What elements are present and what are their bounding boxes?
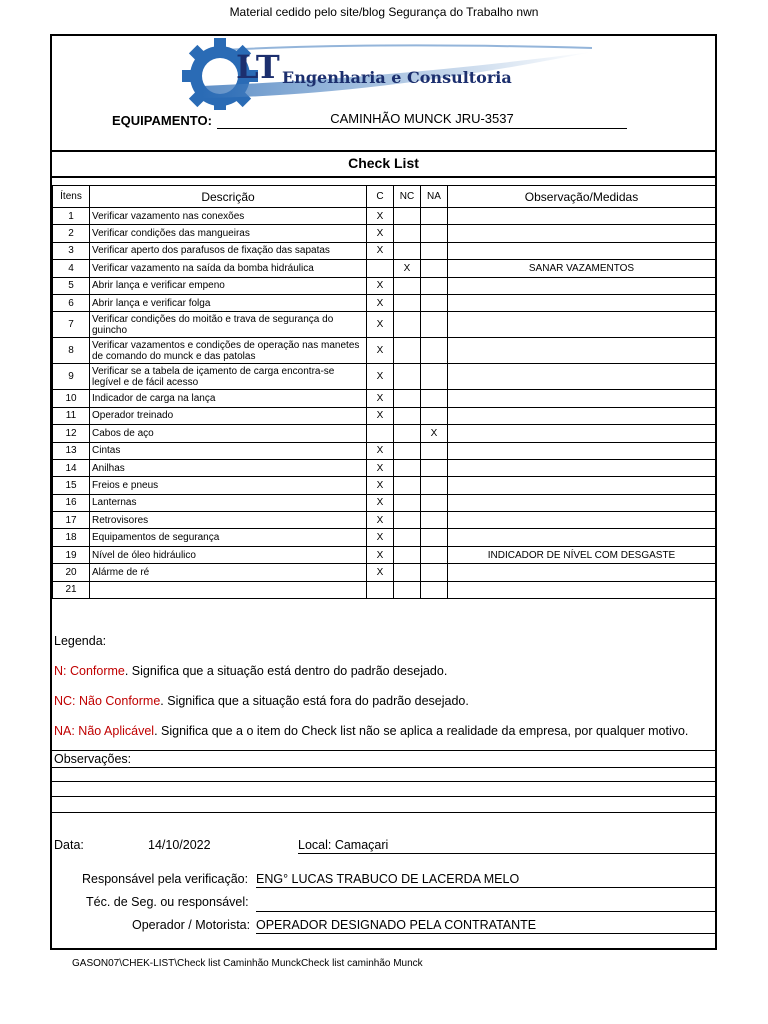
item-nc-mark [394,529,421,546]
table-row [53,312,716,338]
item-observation [448,242,716,259]
item-c-mark: X [367,477,394,494]
item-nc-mark [394,581,421,598]
item-description: Freios e pneus [90,477,367,494]
item-number: 3 [53,242,90,259]
item-c-mark: X [367,390,394,407]
item-description: Anilhas [90,459,367,476]
item-na-mark: X [421,425,448,442]
item-description: Alárme de ré [90,564,367,581]
divider [52,176,715,178]
item-nc-mark [394,390,421,407]
item-c-mark: X [367,242,394,259]
item-number: 19 [53,546,90,563]
item-description: Verificar condições das mangueiras [90,225,367,242]
header-observation: Observação/Medidas [448,186,716,208]
item-c-mark: X [367,294,394,311]
equipment-value: CAMINHÃO MUNCK JRU-3537 [217,111,627,129]
item-observation [448,425,716,442]
item-number: 18 [53,529,90,546]
header-items: Ítens [53,186,90,208]
item-description: Nível de óleo hidráulico [90,546,367,563]
header-c: C [367,186,394,208]
header-nc: NC [394,186,421,208]
item-description: Operador treinado [90,407,367,424]
responsible-value: ENG° LUCAS TRABUCO DE LACERDA MELO [256,872,715,888]
item-description: Abrir lança e verificar folga [90,294,367,311]
item-description [90,581,367,598]
table-row [53,512,716,529]
item-number: 10 [53,390,90,407]
item-na-mark [421,546,448,563]
item-number: 20 [53,564,90,581]
item-nc-mark [394,225,421,242]
item-number: 5 [53,277,90,294]
legend-nao-conforme-text: . Significa que a situação está fora do padrão desejado. [160,694,469,708]
item-number: 2 [53,225,90,242]
item-na-mark [421,294,448,311]
tec-seg-value [256,895,715,912]
item-number: 7 [53,312,90,338]
item-observation [448,364,716,390]
item-c-mark [367,260,394,277]
item-nc-mark [394,312,421,338]
top-note: Material cedido pelo site/blog Segurança do Trabalho nwn [229,5,539,19]
divider [52,750,715,751]
item-observation [448,494,716,511]
table-row [53,338,716,364]
operator-label: Operador / Motorista: [132,918,251,932]
table-header-row [53,186,716,208]
legend-conforme-text: . Significa que a situação está dentro do padrão desejado. [124,664,448,678]
item-nc-mark [394,277,421,294]
item-number: 11 [53,407,90,424]
item-nc-mark [394,208,421,225]
item-observation [448,407,716,424]
table-row [53,294,716,311]
item-observation: SANAR VAZAMENTOS [448,260,716,277]
item-nc-mark [394,494,421,511]
item-observation [448,459,716,476]
item-c-mark: X [367,546,394,563]
item-na-mark [421,312,448,338]
table-row [53,564,716,581]
table-row [53,225,716,242]
item-na-mark [421,260,448,277]
item-nc-mark [394,294,421,311]
item-nc-mark [394,459,421,476]
item-description: Indicador de carga na lança [90,390,367,407]
legend-conforme-key: N: Conforme [54,664,125,678]
item-description: Verificar vazamento nas conexões [90,208,367,225]
item-c-mark: X [367,338,394,364]
item-na-mark [421,242,448,259]
checklist-form [50,34,717,950]
table-row [53,425,716,442]
table-row [53,260,716,277]
item-nc-mark [394,442,421,459]
item-description: Cabos de aço [90,425,367,442]
item-na-mark [421,208,448,225]
operator-value: OPERADOR DESIGNADO PELA CONTRATANTE [256,918,715,934]
date-value: 14/10/2022 [148,838,211,852]
item-number: 9 [53,364,90,390]
item-description: Verificar condições do moitão e trava de segurança do guincho [90,312,367,338]
table-row [53,529,716,546]
checklist-table [52,185,716,599]
table-row [53,242,716,259]
item-number: 6 [53,294,90,311]
item-description: Verificar vazamento na saída da bomba hidráulica [90,260,367,277]
item-observation [448,581,716,598]
item-observation [448,564,716,581]
item-nc-mark [394,407,421,424]
item-number: 21 [53,581,90,598]
item-nc-mark [394,364,421,390]
item-nc-mark [394,564,421,581]
header-description: Descrição [90,186,367,208]
observation-line [52,812,715,813]
item-observation [448,338,716,364]
item-c-mark: X [367,364,394,390]
item-description: Cintas [90,442,367,459]
item-na-mark [421,529,448,546]
item-c-mark: X [367,512,394,529]
item-observation [448,208,716,225]
item-na-mark [421,390,448,407]
item-nc-mark [394,338,421,364]
item-na-mark [421,225,448,242]
item-number: 17 [53,512,90,529]
tec-seg-label: Téc. de Seg. ou responsável: [86,895,249,909]
legend-nao-aplicavel-key: NA: Não Aplicável [54,724,155,738]
item-c-mark [367,581,394,598]
item-number: 15 [53,477,90,494]
item-c-mark: X [367,225,394,242]
table-row [53,546,716,563]
item-observation [448,277,716,294]
footer-path: GASON07\CHEK-LIST\Check list Caminhão MunckCheck list caminhão Munck [72,958,423,969]
item-description: Verificar se a tabela de içamento de carga encontra-se legível e de fácil acesso [90,364,367,390]
item-number: 14 [53,459,90,476]
table-row [53,442,716,459]
item-number: 16 [53,494,90,511]
checklist-title: Check List [348,155,419,171]
item-c-mark: X [367,564,394,581]
table-row [53,208,716,225]
item-na-mark [421,407,448,424]
table-row [53,407,716,424]
item-na-mark [421,494,448,511]
observations-label: Observações: [54,752,132,766]
table-row [53,494,716,511]
item-description: Verificar aperto dos parafusos de fixação das sapatas [90,242,367,259]
divider [52,150,715,152]
item-c-mark: X [367,208,394,225]
item-number: 4 [53,260,90,277]
item-description: Equipamentos de segurança [90,529,367,546]
item-na-mark [421,338,448,364]
item-c-mark: X [367,442,394,459]
item-observation [448,390,716,407]
item-na-mark [421,512,448,529]
item-nc-mark [394,477,421,494]
item-na-mark [421,564,448,581]
item-observation [448,312,716,338]
legend-conforme [54,664,447,678]
item-na-mark [421,277,448,294]
item-description: Lanternas [90,494,367,511]
observation-line [52,781,715,782]
item-observation [448,225,716,242]
item-observation: INDICADOR DE NÍVEL COM DESGASTE [448,546,716,563]
item-observation [448,294,716,311]
item-observation [448,529,716,546]
item-nc-mark: X [394,260,421,277]
item-observation [448,477,716,494]
responsible-label: Responsável pela verificação: [82,872,249,886]
company-logo [172,38,592,110]
header-na: NA [421,186,448,208]
item-na-mark [421,459,448,476]
item-number: 1 [53,208,90,225]
item-c-mark: X [367,459,394,476]
observation-line [52,796,715,797]
item-number: 8 [53,338,90,364]
table-row [53,390,716,407]
item-na-mark [421,477,448,494]
table-row [53,459,716,476]
item-description: Abrir lança e verificar empeno [90,277,367,294]
item-description: Verificar vazamentos e condições de operação nas manetes de comando do munck e das patolas [90,338,367,364]
equipment-label: EQUIPAMENTO: [112,113,212,128]
item-c-mark: X [367,494,394,511]
item-na-mark [421,364,448,390]
date-label: Data: [54,838,84,852]
legend-nao-conforme [54,694,469,708]
local-value: Local: Camaçari [298,838,715,854]
item-na-mark [421,581,448,598]
table-row [53,581,716,598]
legend-title: Legenda: [54,634,107,648]
item-number: 13 [53,442,90,459]
item-observation [448,512,716,529]
legend-nao-aplicavel-text: . Significa que a o item do Check list não se aplica a realidade da empresa, por qualquer motivo. [154,724,689,738]
item-nc-mark [394,242,421,259]
table-row [53,277,716,294]
item-c-mark: X [367,277,394,294]
item-c-mark: X [367,312,394,338]
table-row [53,364,716,390]
item-number: 12 [53,425,90,442]
item-nc-mark [394,512,421,529]
legend-nao-conforme-key: NC: Não Conforme [54,694,161,708]
table-row [53,477,716,494]
legend-nao-aplicavel [54,724,688,738]
item-c-mark: X [367,407,394,424]
item-nc-mark [394,425,421,442]
item-c-mark: X [367,529,394,546]
item-c-mark [367,425,394,442]
item-observation [448,442,716,459]
logo-subtitle: Engenharia e Consultoria [282,68,512,87]
observation-line [52,767,715,768]
item-na-mark [421,442,448,459]
item-nc-mark [394,546,421,563]
logo-lt-text: LT [236,48,280,86]
item-description: Retrovisores [90,512,367,529]
